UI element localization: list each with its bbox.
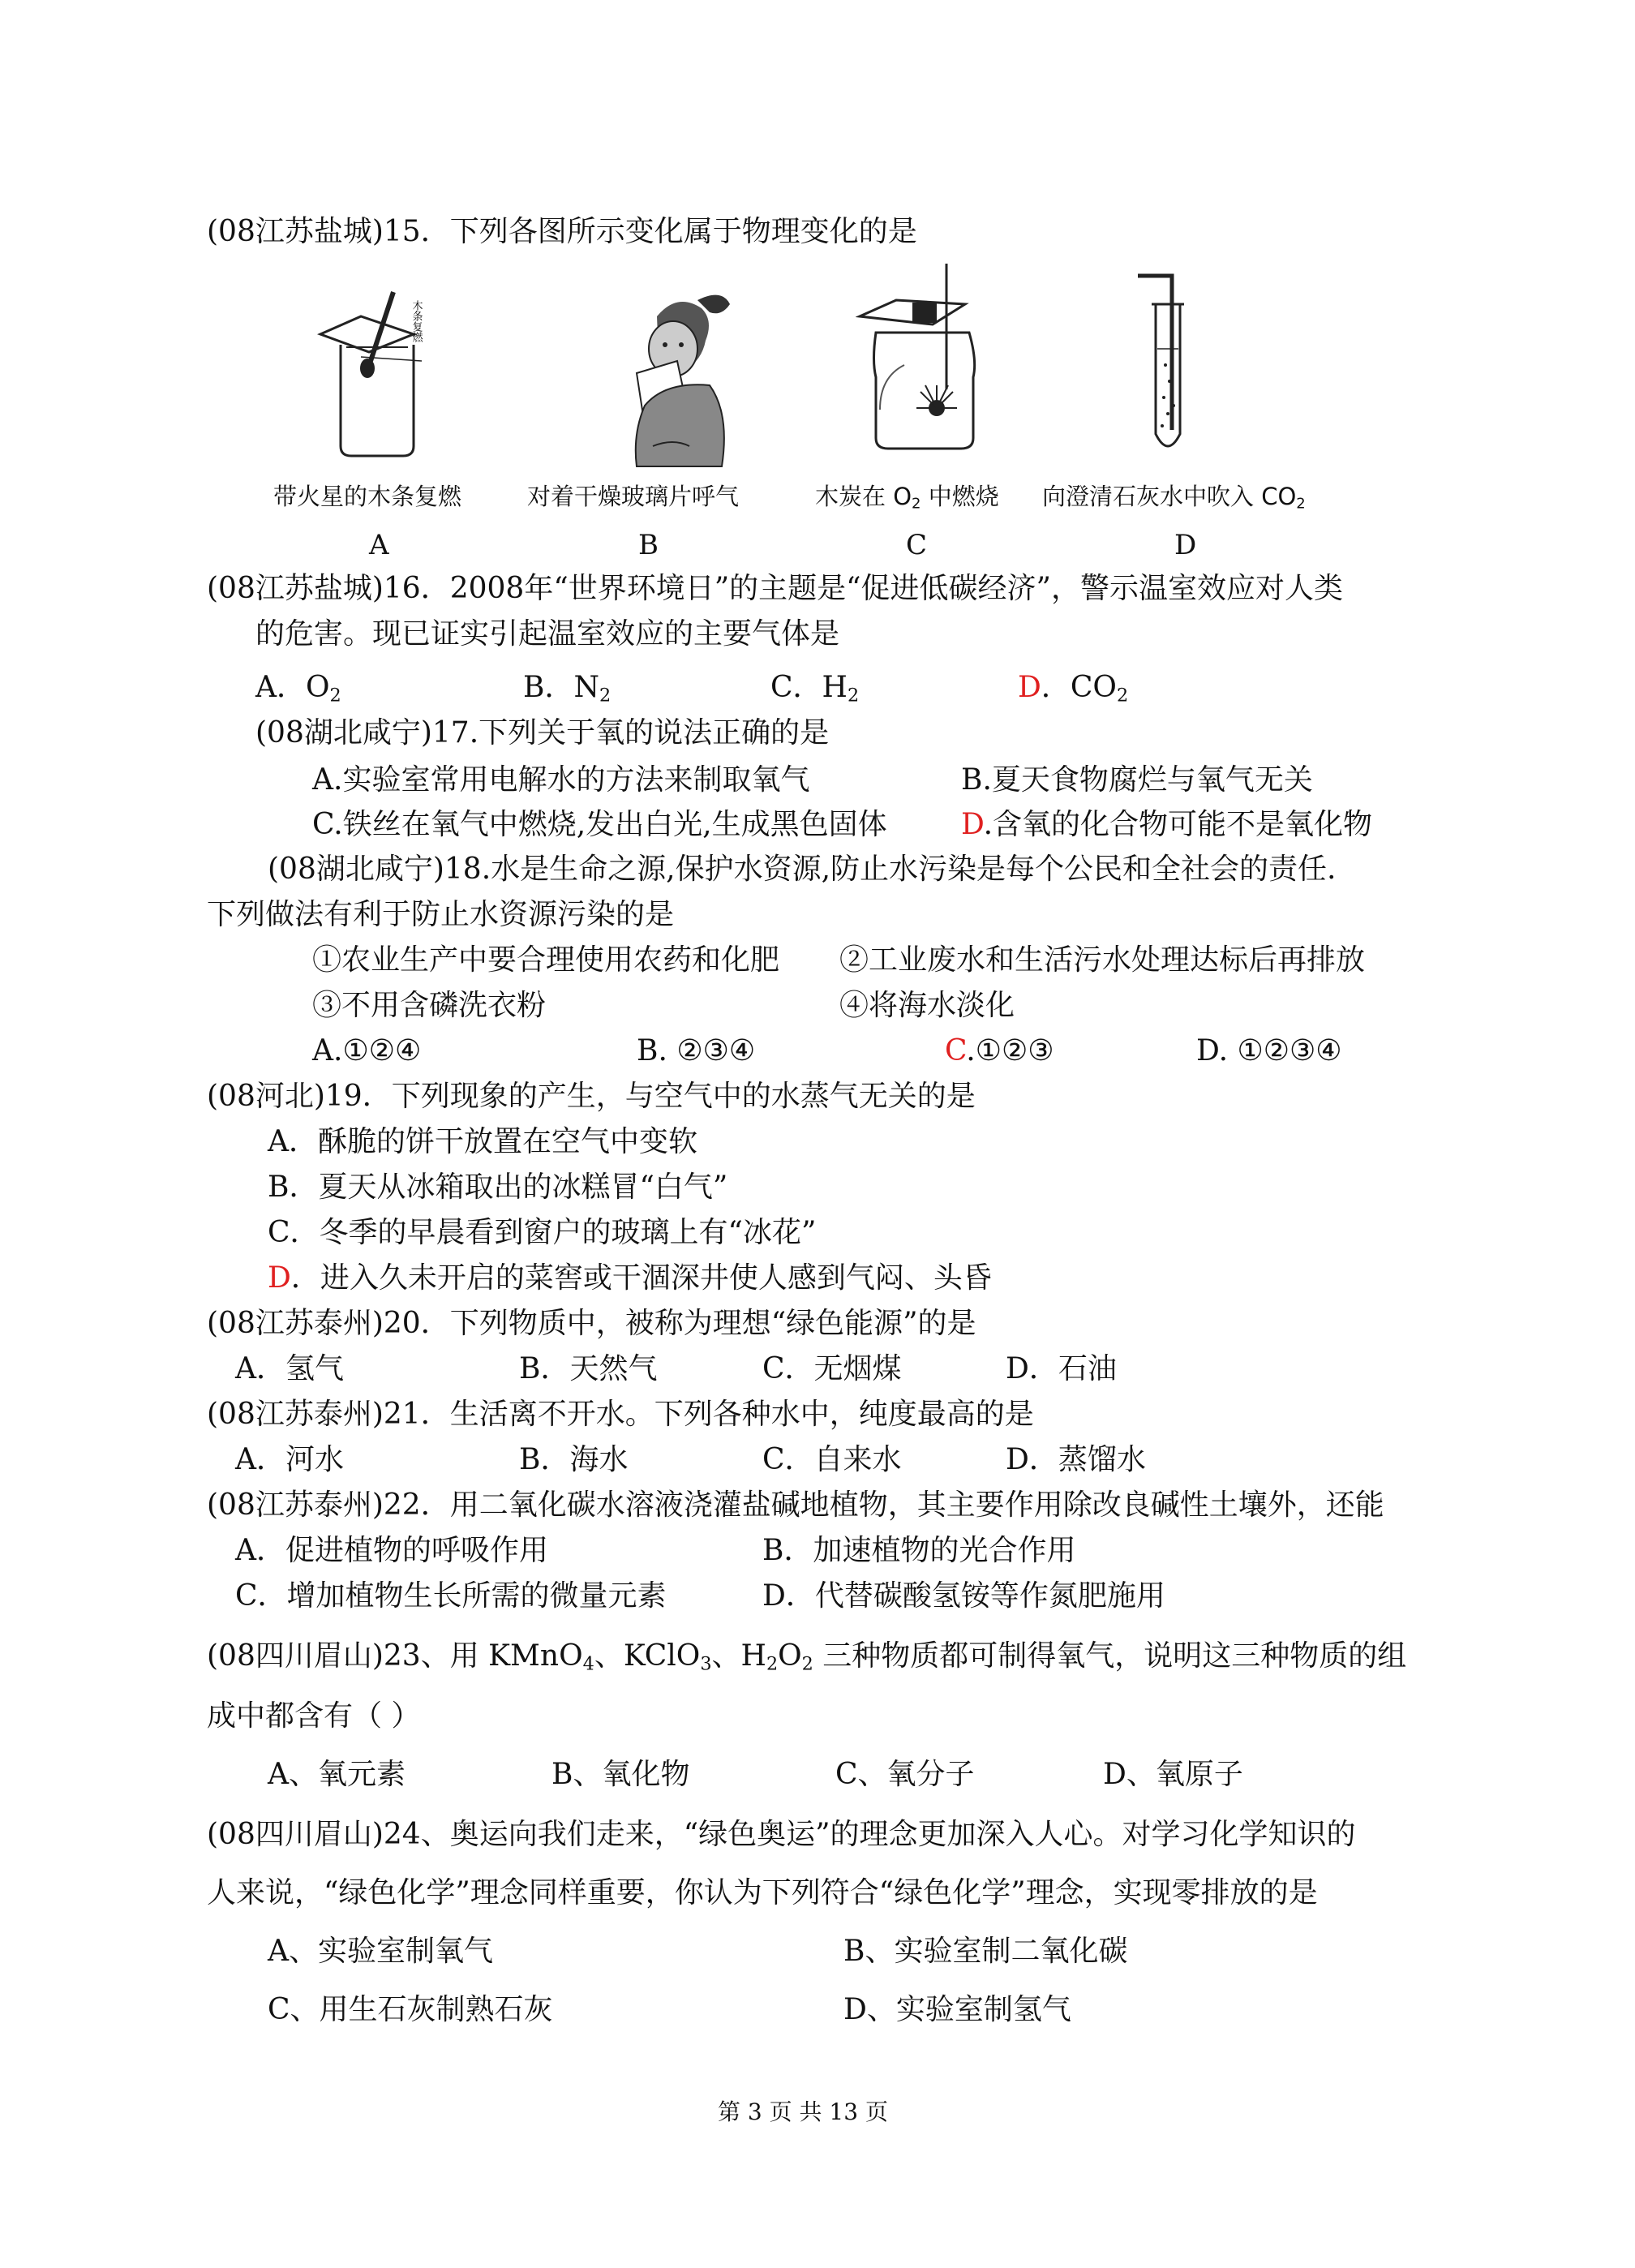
q19-stem: (08河北)19．下列现象的产生，与空气中的水蒸气无关的是: [207, 1080, 976, 1113]
q19-option-b: B．夏天从冰箱取出的冰糕冒“白气”: [268, 1171, 728, 1204]
q18-option-d: D. ①②③④: [1196, 1034, 1342, 1067]
q21-option-b: B．海水: [519, 1443, 629, 1476]
q24-option-b: B、实验室制二氧化碳: [843, 1935, 1128, 1968]
answer-mark: D: [268, 1261, 291, 1295]
q17-option-a: A.实验室常用电解水的方法来制取氧气: [312, 763, 810, 797]
q16-option-a: A．$O_2$: [255, 671, 341, 707]
q18-item2: ②工业废水和生活污水处理达标后再排放: [839, 943, 1366, 977]
caption-d: 向澄清石灰水中吹入 $CO_2$: [1042, 483, 1306, 513]
q22-option-a: A．促进植物的呼吸作用: [235, 1534, 548, 1567]
option-label-c: C: [906, 529, 928, 561]
q18-option-a: A.①②④: [312, 1034, 422, 1067]
q21-option-d: D．蒸馏水: [1006, 1443, 1146, 1476]
q16-option-b: B．$N_2$: [523, 671, 612, 707]
q18-option-b: B. ②③④: [637, 1034, 756, 1067]
q24-line2: 人来说，“绿色化学”理念同样重要，你认为下列符合“绿色化学”理念，实现零排放的是: [207, 1876, 1318, 1909]
q22-option-b: B．加速植物的光合作用: [762, 1534, 1076, 1567]
q22-option-d: D．代替碳酸氢铵等作氮肥施用: [762, 1579, 1165, 1613]
q24-line1: (08四川眉山)24、奥运向我们走来，“绿色奥运”的理念更加深入人心。对学习化学知识的: [207, 1818, 1356, 1851]
q21-option-a: A．河水: [235, 1443, 344, 1476]
q18-line2: 下列做法有利于防止水资源污染的是: [207, 898, 675, 931]
splint-text: 木条复燃: [410, 300, 423, 342]
q23-line1: (08四川眉山)23、用 KMnO$_4$、KClO$_3$、$H_2O_2$ 三种物质都可制得氧气，说明这三种物质的组: [207, 1639, 1407, 1675]
option-label-b: B: [638, 529, 659, 561]
q20-option-c: C．无烟煤: [762, 1352, 902, 1385]
answer-mark: D: [961, 808, 984, 841]
q17-option-c: C.铁丝在氧气中燃烧,发出白光,生成黑色固体: [312, 808, 887, 841]
charcoal-oxygen-jar-figure: [856, 264, 985, 458]
caption-b: 对着干燥玻璃片呼气: [527, 483, 740, 510]
q19-option-c: C．冬季的早晨看到窗户的玻璃上有“冰花”: [268, 1216, 817, 1249]
q20-option-b: B．天然气: [519, 1352, 658, 1385]
q24-option-d: D、实验室制氢气: [843, 1993, 1071, 2026]
q24-option-a: A、实验室制氧气: [268, 1935, 493, 1968]
q24-option-c: C、用生石灰制熟石灰: [268, 1993, 553, 2026]
q16-line2: 的危害。现已证实引起温室效应的主要气体是: [255, 617, 840, 651]
q16-line1: (08江苏盐城)16．2008年“世界环境日”的主题是“促进低碳经济”，警示温室效应对人类: [207, 572, 1343, 605]
q15-stem: (08江苏盐城)15．下列各图所示变化属于物理变化的是: [207, 215, 917, 248]
page-number: 第 3 页 共 13 页: [718, 2098, 888, 2125]
q18-item3: ③不用含磷洗衣粉: [312, 989, 547, 1022]
q19-option-d: D．进入久未开启的菜窖或干涸深井使人感到气闷、头昏: [268, 1261, 992, 1295]
test-tube-figure: [1131, 268, 1204, 462]
caption-c: 木炭在 $O_2$ 中燃烧: [815, 483, 999, 513]
answer-mark: D: [1018, 671, 1041, 704]
q22-stem: (08江苏泰州)22．用二氧化碳水溶液浇灌盐碱地植物，其主要作用除改良碱性土壤外，还能: [207, 1488, 1384, 1522]
q16-option-c: C．$H_2$: [770, 671, 860, 707]
burning-splint-jar-figure: [312, 284, 434, 461]
q17-stem: (08湖北咸宁)17.下列关于氧的说法正确的是: [255, 716, 830, 750]
caption-a: 带火星的木条复燃: [273, 483, 462, 510]
q18-line1: (08湖北咸宁)18.水是生命之源,保护水资源,防止水污染是每个公民和全社会的责任.: [268, 853, 1337, 886]
q17-option-b: B.夏天食物腐烂与氧气无关: [961, 763, 1313, 797]
q23-option-a: A、氧元素: [268, 1758, 406, 1791]
q17-option-d: D.含氧的化合物可能不是氧化物: [961, 808, 1373, 841]
q23-option-b: B、氧化物: [551, 1758, 690, 1791]
girl-breathing-figure: [600, 284, 742, 470]
q16-option-d: D．$CO_2$: [1018, 671, 1129, 707]
q21-option-c: C．自来水: [762, 1443, 902, 1476]
option-label-d: D: [1174, 529, 1197, 561]
q22-option-c: C．增加植物生长所需的微量元素: [235, 1579, 667, 1613]
q20-option-a: A．氢气: [235, 1352, 344, 1385]
q18-item4: ④将海水淡化: [839, 989, 1015, 1022]
q23-line2: 成中都含有（ ）: [207, 1699, 421, 1733]
q18-option-c: C.①②③: [945, 1034, 1054, 1067]
q20-option-d: D．石油: [1006, 1352, 1117, 1385]
q20-stem: (08江苏泰州)20．下列物质中，被称为理想“绿色能源”的是: [207, 1307, 976, 1340]
option-label-a: A: [369, 529, 389, 561]
q21-stem: (08江苏泰州)21．生活离不开水。下列各种水中，纯度最高的是: [207, 1398, 1034, 1431]
answer-mark: C: [945, 1034, 967, 1067]
q18-item1: ①农业生产中要合理使用农药和化肥: [312, 943, 780, 977]
q23-option-c: C、氧分子: [835, 1758, 975, 1791]
q23-option-d: D、氧原子: [1103, 1758, 1243, 1791]
q19-option-a: A．酥脆的饼干放置在空气中变软: [268, 1125, 697, 1158]
